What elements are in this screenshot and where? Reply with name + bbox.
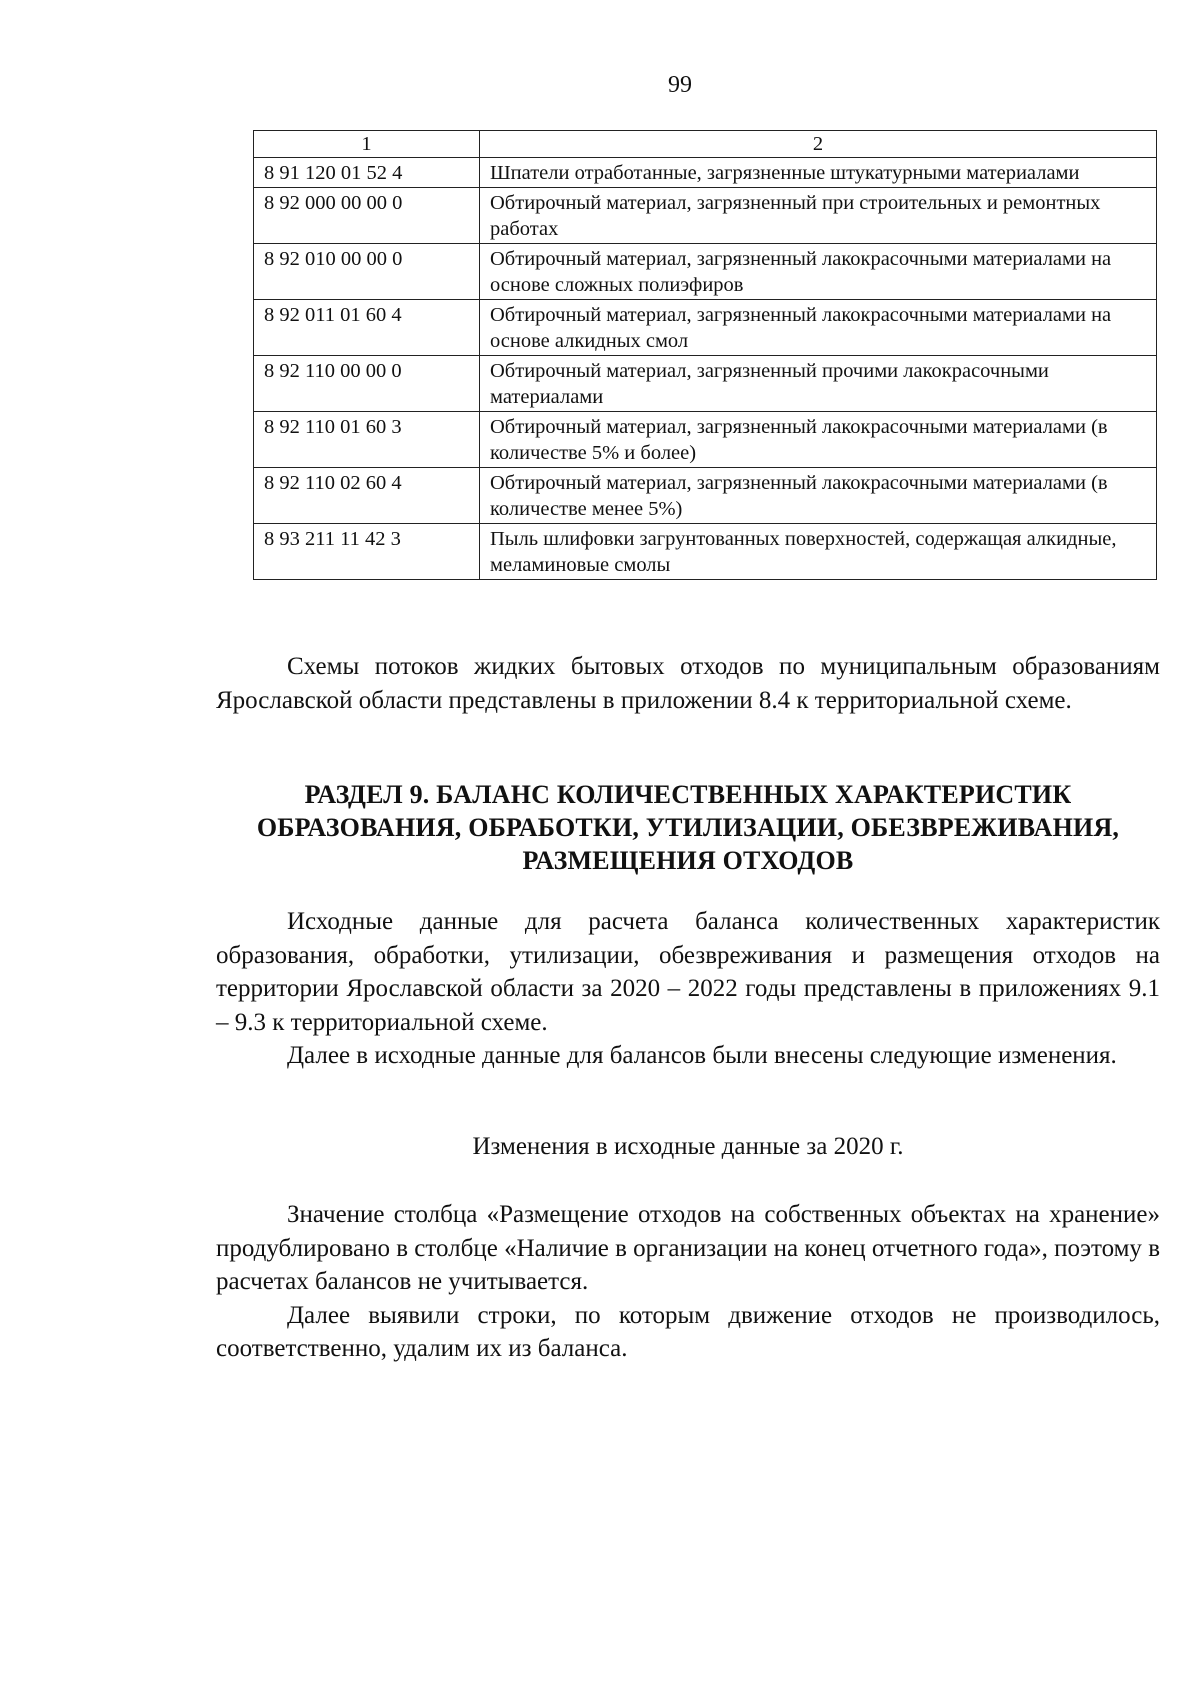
- waste-code: 8 92 110 02 60 4: [254, 468, 480, 524]
- waste-description: Обтирочный материал, загрязненный лакокрасочными материалами на основе алкидных смол: [480, 300, 1157, 356]
- waste-description: Обтирочный материал, загрязненный лакокрасочными материалами на основе сложных полиэфиров: [480, 244, 1157, 300]
- table-header-row: [254, 131, 1157, 158]
- waste-code: 8 92 011 01 60 4: [254, 300, 480, 356]
- table-row: [254, 188, 1157, 244]
- waste-code: 8 92 000 00 00 0: [254, 188, 480, 244]
- table-row: [254, 356, 1157, 412]
- waste-codes-table: [253, 130, 1157, 580]
- table-row: [254, 244, 1157, 300]
- waste-code: 8 92 010 00 00 0: [254, 244, 480, 300]
- changes-2020-block: [216, 1198, 1160, 1366]
- table-row: [254, 412, 1157, 468]
- changes-2020-subheading: Изменения в исходные данные за 2020 г.: [472, 1133, 904, 1160]
- waste-description: Обтирочный материал, загрязненный при строительных и ремонтных работах: [480, 188, 1157, 244]
- waste-code: 8 92 110 01 60 3: [254, 412, 480, 468]
- column-duplicate-paragraph: Значение столбца «Размещение отходов на собственных объектах на хранение» продублировано в столбце «Наличие в организации на конец отчетного года», поэтому в расчетах балансов не учитывается.: [216, 1201, 1160, 1295]
- rows-removed-paragraph: Далее выявили строки, по которым движение отходов не производилось, соответственно, удалим их из баланса.: [216, 1301, 1160, 1362]
- column-header-1: 1: [254, 131, 480, 158]
- source-data-paragraph: Исходные данные для расчета баланса количественных характеристик образования, обработки, утилизации, обезвреживания и размещения отходов на территории Ярославской области за 2020 – 2022 годы представлены в приложениях 9.1 – 9.3 к территориальной схеме.: [216, 908, 1160, 1036]
- waste-code: 8 93 211 11 42 3: [254, 524, 480, 580]
- waste-code: 8 91 120 01 52 4: [254, 158, 480, 188]
- column-header-2: 2: [480, 131, 1157, 158]
- table-row: [254, 524, 1157, 580]
- waste-description: Пыль шлифовки загрунтованных поверхностей, содержащая алкидные, меламиновые смолы: [480, 524, 1157, 580]
- page-number: 99: [668, 72, 692, 98]
- changes-paragraph: Далее в исходные данные для балансов были внесены следующие изменения.: [287, 1042, 1117, 1069]
- schemes-paragraph-block: [216, 650, 1160, 717]
- table-row: [254, 158, 1157, 188]
- section-9-heading: РАЗДЕЛ 9. БАЛАНС КОЛИЧЕСТВЕННЫХ ХАРАКТЕРИСТИК ОБРАЗОВАНИЯ, ОБРАБОТКИ, УТИЛИЗАЦИИ, ОБЕЗВРЕЖИВАНИЯ, РАЗМЕЩЕНИЯ ОТХОДОВ: [256, 780, 1120, 875]
- waste-description: Обтирочный материал, загрязненный лакокрасочными материалами (в количестве 5% и более): [480, 412, 1157, 468]
- source-data-block: [216, 905, 1160, 1073]
- waste-code: 8 92 110 00 00 0: [254, 356, 480, 412]
- waste-description: Обтирочный материал, загрязненный лакокрасочными материалами (в количестве менее 5%): [480, 468, 1157, 524]
- schemes-paragraph: Схемы потоков жидких бытовых отходов по муниципальным образованиям Ярославской области представлены в приложении 8.4 к территориальной схеме.: [216, 653, 1160, 714]
- waste-description: Обтирочный материал, загрязненный прочими лакокрасочными материалами: [480, 356, 1157, 412]
- waste-description: Шпатели отработанные, загрязненные штукатурными материалами: [480, 158, 1157, 188]
- table-row: [254, 300, 1157, 356]
- table-row: [254, 468, 1157, 524]
